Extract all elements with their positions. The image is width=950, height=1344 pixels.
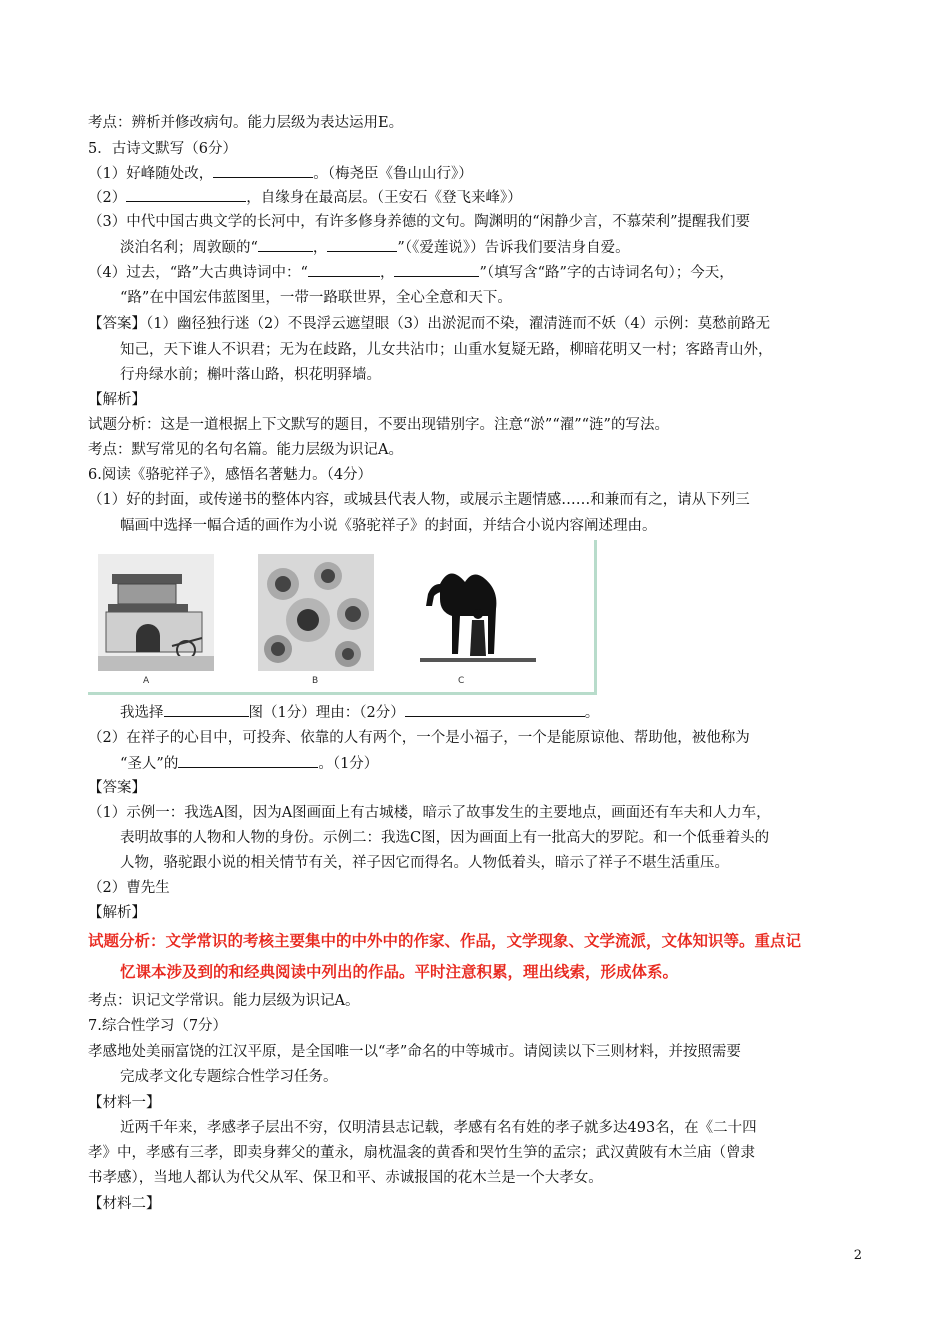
answer-blank[interactable] bbox=[213, 163, 313, 178]
caption-b: B bbox=[312, 676, 319, 686]
text-line: （4）过去，“路”大古典诗词中：“ ， ”（填写含“路”字的古诗词名句）；今天， bbox=[88, 262, 734, 283]
answer-blank[interactable] bbox=[394, 262, 479, 277]
text-line: “圣人”的 。（1分） bbox=[120, 753, 378, 774]
text-line: （3）中代中国古典文学的长河中，有许多修身养德的文句。陶渊明的“闲静少言，不慕荣利”提醒我们要 bbox=[88, 214, 751, 230]
highlighted-analysis: 试题分析：文学常识的考核主要集中的中外中的作家、作品，文学现象、文学流派，文体知识等。重点记 bbox=[88, 932, 802, 950]
answer-blank[interactable] bbox=[327, 237, 397, 252]
text-line: 考点：识记文学常识。能力层级为识记A。 bbox=[88, 993, 360, 1009]
text-line: 幅画中选择一幅合适的画作为小说《骆驼祥子》的封面，并结合小说内容阐述理由。 bbox=[120, 518, 657, 534]
answer-line: 表明故事的人物和人物的身份。示例二：我选C图，因为画面上有一批高大的罗陀。和一个低垂着头的 bbox=[120, 830, 770, 846]
text-line: 书孝感），当地人都认为代父从军、保卫和平、赤诚报国的花木兰是一个大孝女。 bbox=[88, 1170, 603, 1186]
picture-c-camel[interactable] bbox=[420, 554, 536, 671]
answer-blank[interactable] bbox=[164, 702, 249, 717]
question-5-heading: 5．古诗文默写（6分） bbox=[88, 141, 237, 157]
answer-blank[interactable] bbox=[308, 262, 380, 277]
page-number: 2 bbox=[853, 1248, 862, 1263]
highlighted-analysis: 忆课本涉及到的和经典阅读中列出的作品。平时注意积累，理出线索，形成体系。 bbox=[120, 963, 679, 981]
picture-b-sunflowers[interactable] bbox=[258, 554, 374, 671]
text-line: （2） ，自缘身在最高层。（王安石《登飞来峰》） bbox=[88, 187, 522, 208]
answer-line: 人物，骆驼跟小说的相关情节有关，祥子因它而得名。人物低着头，暗示了祥子不堪生活重压。 bbox=[120, 855, 729, 871]
text-line: “路”在中国宏伟蓝图里，一带一路联世界，全心全意和天下。 bbox=[120, 290, 512, 306]
text-line: 完成孝文化专题综合性学习任务。 bbox=[120, 1069, 338, 1085]
answer-blank[interactable] bbox=[126, 187, 246, 202]
text-line: 考点：辨析并修改病句。能力层级为表达运用E。 bbox=[88, 115, 404, 131]
material-heading: 【材料一】 bbox=[88, 1095, 161, 1111]
caption-a: A bbox=[143, 676, 150, 686]
question-7-heading: 7.综合性学习（7分） bbox=[88, 1018, 228, 1034]
text-line: 孝》中，孝感有三孝，即卖身葬父的董永，扇枕温衾的黄香和哭竹生笋的孟宗；武汉黄陂有木兰庙（曾隶 bbox=[88, 1145, 755, 1161]
answer-line: 【答案】（1）幽径独行迷（2）不畏浮云遮望眼（3）出淤泥而不染，濯清涟而不妖（4）示例：莫愁前路无 bbox=[88, 316, 771, 332]
text-line: 近两千年来，孝感孝子层出不穷，仅明清县志记载，孝感有名有姓的孝子就多达493名，在《二十四 bbox=[120, 1120, 757, 1136]
analysis-heading: 【解析】 bbox=[88, 392, 146, 408]
picture-a-city-gate[interactable] bbox=[98, 554, 214, 671]
question-6-heading: 6.阅读《骆驼祥子》，感悟名著魅力。（4分） bbox=[88, 467, 373, 483]
text-line: 考点：默写常见的名句名篇。能力层级为识记A。 bbox=[88, 442, 403, 458]
answer-blank[interactable] bbox=[405, 702, 585, 717]
answer-blank[interactable] bbox=[178, 753, 318, 768]
text-line: 淡泊名利；周敦颐的“ ， ”（《爱莲说》）告诉我们要洁身自爱。 bbox=[120, 237, 630, 258]
answer-line: （2）曹先生 bbox=[88, 880, 170, 896]
answer-line: 行舟绿水前；槲叶落山路，枳花明驿墙。 bbox=[120, 367, 381, 383]
cover-options-figure bbox=[88, 540, 597, 695]
text-line: （1）好峰随处改， 。（梅尧臣《鲁山山行》） bbox=[88, 163, 473, 184]
text-line: 我选择 图（1分）理由：（2分） 。 bbox=[120, 702, 599, 723]
material-heading: 【材料二】 bbox=[88, 1196, 161, 1212]
text-line: （2）在祥子的心目中，可投奔、依靠的人有两个，一个是小福子，一个是能原谅他、帮助他，被他称为 bbox=[88, 730, 750, 746]
analysis-heading: 【解析】 bbox=[88, 905, 146, 921]
answer-line: （1）示例一：我选A图，因为A图画面上有古城楼，暗示了故事发生的主要地点，画面还有车夫和人力车， bbox=[88, 805, 771, 821]
caption-c: C bbox=[458, 676, 465, 686]
text-line: （1）好的封面，或传递书的整体内容，或城县代表人物，或展示主题情感……和兼而有之，请从下列三 bbox=[88, 492, 750, 508]
text-line: 试题分析：这是一道根据上下文默写的题目，不要出现错别字。注意“淤”“濯”“涟”的写法。 bbox=[88, 417, 669, 433]
answer-blank[interactable] bbox=[258, 237, 313, 252]
answer-heading: 【答案】 bbox=[88, 780, 146, 796]
text-line: 孝感地处美丽富饶的江汉平原，是全国唯一以“孝”命名的中等城市。请阅读以下三则材料，并按照需要 bbox=[88, 1044, 741, 1060]
answer-line: 知己，天下谁人不识君；无为在歧路，儿女共沾巾；山重水复疑无路，柳暗花明又一村；客路青山外， bbox=[120, 342, 773, 358]
